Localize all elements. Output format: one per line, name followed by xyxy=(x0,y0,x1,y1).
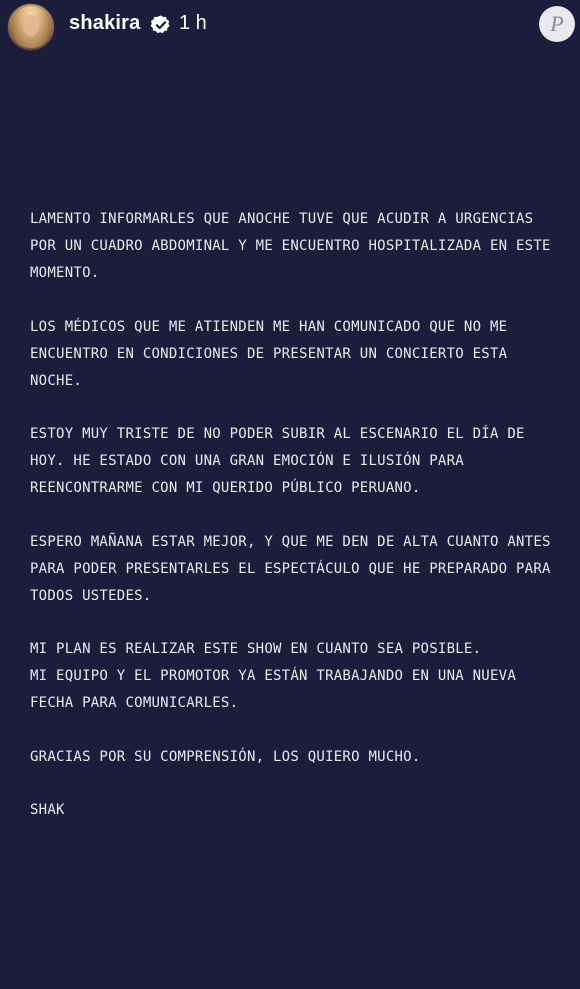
paragraph: ESPERO MAÑANA ESTAR MEJOR, Y QUE ME DEN DE ALTA CUANTO ANTES PARA PODER PRESENTARLES EL ESPECTÁCULO QUE HE PREPARADO PARA TODOS USTEDES. xyxy=(30,533,551,604)
post-timestamp: 1 h xyxy=(179,12,207,34)
watermark-letter: P xyxy=(550,11,564,36)
paragraph: LAMENTO INFORMARLES QUE ANOCHE TUVE QUE ACUDIR A URGENCIAS POR UN CUADRO ABDOMINAL Y ME ENCUENTRO HOSPITALIZADA EN ESTE MOMENTO. xyxy=(30,211,551,281)
profile-avatar[interactable] xyxy=(7,3,55,51)
paragraph: ESTOY MUY TRISTE DE NO PODER SUBIR AL ESCENARIO EL DÍA DE HOY. HE ESTADO CON UNA GRAN EMOCIÓN E ILUSIÓN PARA REENCONTRARME CON MI QUERIDO PÚBLICO PERUANO. xyxy=(30,426,525,496)
paragraph: MI PLAN ES REALIZAR ESTE SHOW EN CUANTO SEA POSIBLE. MI EQUIPO Y EL PROMOTOR YA ESTÁN TRABAJANDO EN UNA NUEVA FECHA PARA COMUNICARLES. xyxy=(30,641,517,711)
username-link[interactable]: shakira xyxy=(69,12,141,34)
paragraph: GRACIAS POR SU COMPRENSIÓN, LOS QUIERO MUCHO. xyxy=(30,748,421,765)
avatar-face xyxy=(23,15,39,36)
paragraph: LOS MÉDICOS QUE ME ATIENDEN ME HAN COMUNICADO QUE NO ME ENCUENTRO EN CONDICIONES DE PRESENTAR UN CONCIERTO ESTA NOCHE. xyxy=(30,318,508,389)
story-header xyxy=(0,0,580,60)
signature: SHAK xyxy=(30,802,65,818)
watermark-logo-icon xyxy=(539,6,575,42)
verified-badge-icon xyxy=(150,14,172,36)
statement-text xyxy=(30,206,560,851)
